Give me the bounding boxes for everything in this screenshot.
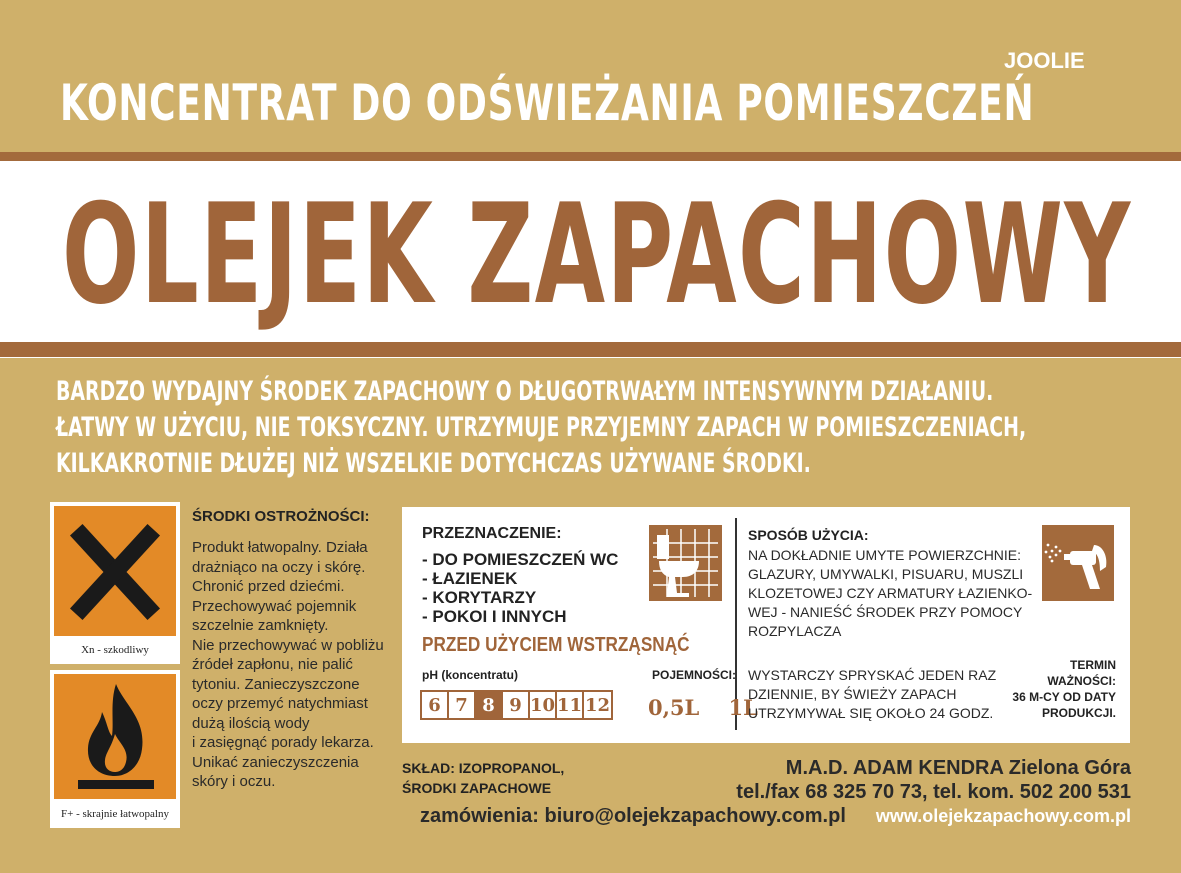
usage-line: GLAZURY, UMYWALKI, PISUARU, MUSZLI xyxy=(748,566,1024,582)
usage-line: NA DOKŁADNIE UMYTE POWIERZCHNIE: xyxy=(748,547,1022,563)
composition xyxy=(402,758,602,798)
product-subtitle: KONCENTRAT DO ODŚWIEŻANIA POMIESZCZEŃ xyxy=(60,74,1035,132)
usage-line: KLOZETOWEJ CZY ARMATURY ŁAZIENKO- xyxy=(748,585,1033,601)
purpose-item: - POKOI I INNYCH xyxy=(422,607,567,626)
usage-note-line: WYSTARCZY SPRYSKAĆ JEDEN RAZ xyxy=(748,667,997,683)
hazard-panel-flammable xyxy=(50,670,180,828)
harmful-x-icon xyxy=(54,506,176,636)
ph-value: 12 xyxy=(584,692,611,718)
precaution-line: Przechowywać pojemnik xyxy=(192,597,357,615)
description-line: KILKAKROTNIE DŁUŻEJ NIŻ WSZELKIE DOTYCHCZAS UŻYWANE ŚRODKI. xyxy=(56,448,811,479)
precaution-line: Produkt łatwopalny. Działa xyxy=(192,539,368,556)
hazard-label: Xn - szkodliwy xyxy=(81,644,149,656)
ph-label: pH (koncentratu) xyxy=(422,668,518,682)
flame-icon xyxy=(54,674,176,799)
ph-value-highlighted: 8 xyxy=(476,692,503,718)
ph-value: 9 xyxy=(503,692,530,718)
spray-bottle-icon xyxy=(1042,525,1114,601)
usage-line: WEJ - NANIEŚĆ ŚRODEK PRZY POMOCY xyxy=(748,604,1023,620)
product-description xyxy=(56,374,1176,482)
expiry-line: 36 M-CY OD DATY xyxy=(1012,690,1116,704)
band-divider-bottom xyxy=(0,342,1181,357)
usage-note xyxy=(748,666,1008,723)
precaution-line: i zasięgnąć porady lekarza. xyxy=(192,734,374,751)
precaution-line: tytoniu. Zanieczyszczone xyxy=(192,675,360,693)
ph-scale xyxy=(420,690,613,720)
usage-title: SPOSÓB UŻYCIA: xyxy=(748,527,869,543)
purpose-item: - KORYTARZY xyxy=(422,588,537,607)
phone-numbers: tel./fax 68 325 70 73, tel. kom. 502 200 531 xyxy=(736,781,1131,803)
precaution-line: skóry i oczu. xyxy=(192,773,276,790)
usage-note-line: DZIENNIE, BY ŚWIEŻY ZAPACH xyxy=(748,686,957,702)
brand-name: JOOLIE xyxy=(1004,48,1085,73)
ph-value: 10 xyxy=(530,692,557,718)
hazard-panel-harmful xyxy=(50,502,180,664)
hazard-label: F+ - skrajnie łatwopalny xyxy=(61,808,169,820)
expiry-line: PRODUKCJI. xyxy=(1041,706,1116,720)
purpose-list xyxy=(422,550,618,626)
capacity-values: 0,5L 1L xyxy=(648,695,758,720)
purpose-title: PRZEZNACZENIE: xyxy=(422,525,562,542)
orders-email: zamówienia: biuro@olejekzapachowy.com.pl xyxy=(420,805,846,827)
precaution-line: dużą ilością wody xyxy=(192,714,310,732)
band-divider-top xyxy=(0,152,1181,161)
description-line: ŁATWY W UŻYCIU, NIE TOKSYCZNY. UTRZYMUJE PRZYJEMNY ZAPACH W POMIESZCZENIACH, xyxy=(56,412,1027,443)
precautions-text xyxy=(192,538,402,792)
usage-note-line: UTRZYMYWAŁ SIĘ OKOŁO 24 GODZ. xyxy=(748,705,994,721)
composition-line: ŚRODKI ZAPACHOWE xyxy=(402,780,552,796)
precaution-line: oczy przemyć natychmiast xyxy=(192,695,368,712)
website-link: www.olejekzapachowy.com.pl xyxy=(875,806,1131,826)
purpose-item: - DO POMIESZCZEŃ WC xyxy=(422,550,619,569)
company-name: M.A.D. ADAM KENDRA Zielona Góra xyxy=(785,757,1131,779)
ph-value: 11 xyxy=(557,692,584,718)
purpose-item: - ŁAZIENEK xyxy=(422,569,518,588)
expiry-line: WAŻNOŚCI: xyxy=(1047,674,1116,688)
shake-notice: PRZED UŻYCIEM WSTRZĄSNĄĆ xyxy=(422,634,690,656)
precaution-line: Nie przechowywać w pobliżu xyxy=(192,636,384,654)
precaution-line: drażniąco na oczy i skórę. xyxy=(192,558,366,576)
precaution-line: Chronić przed dziećmi. xyxy=(192,578,345,595)
product-title: OLEJEK ZAPACHOWY xyxy=(62,174,1132,335)
ph-value: 6 xyxy=(422,692,449,718)
expiry-info xyxy=(1000,657,1116,721)
usage-text xyxy=(748,546,1038,641)
composition-line: SKŁAD: IZOPROPANOL, xyxy=(402,760,565,776)
capacity-label: POJEMNOŚCI: xyxy=(652,668,737,682)
toilet-bathroom-icon xyxy=(649,525,722,601)
description-line: BARDZO WYDAJNY ŚRODEK ZAPACHOWY O DŁUGOTRWAŁYM INTENSYWNYM DZIAŁANIU. xyxy=(56,376,994,407)
precaution-line: źródeł zapłonu, nie palić xyxy=(192,656,353,673)
expiry-line: TERMIN xyxy=(1070,658,1116,672)
ph-value: 7 xyxy=(449,692,476,718)
precaution-line: Unikać zanieczyszczenia xyxy=(192,753,359,771)
precautions-title: ŚRODKI OSTROŻNOŚCI: xyxy=(192,508,370,525)
usage-line: ROZPYLACZA xyxy=(748,623,842,639)
precaution-line: szczelnie zamknięty. xyxy=(192,617,329,634)
